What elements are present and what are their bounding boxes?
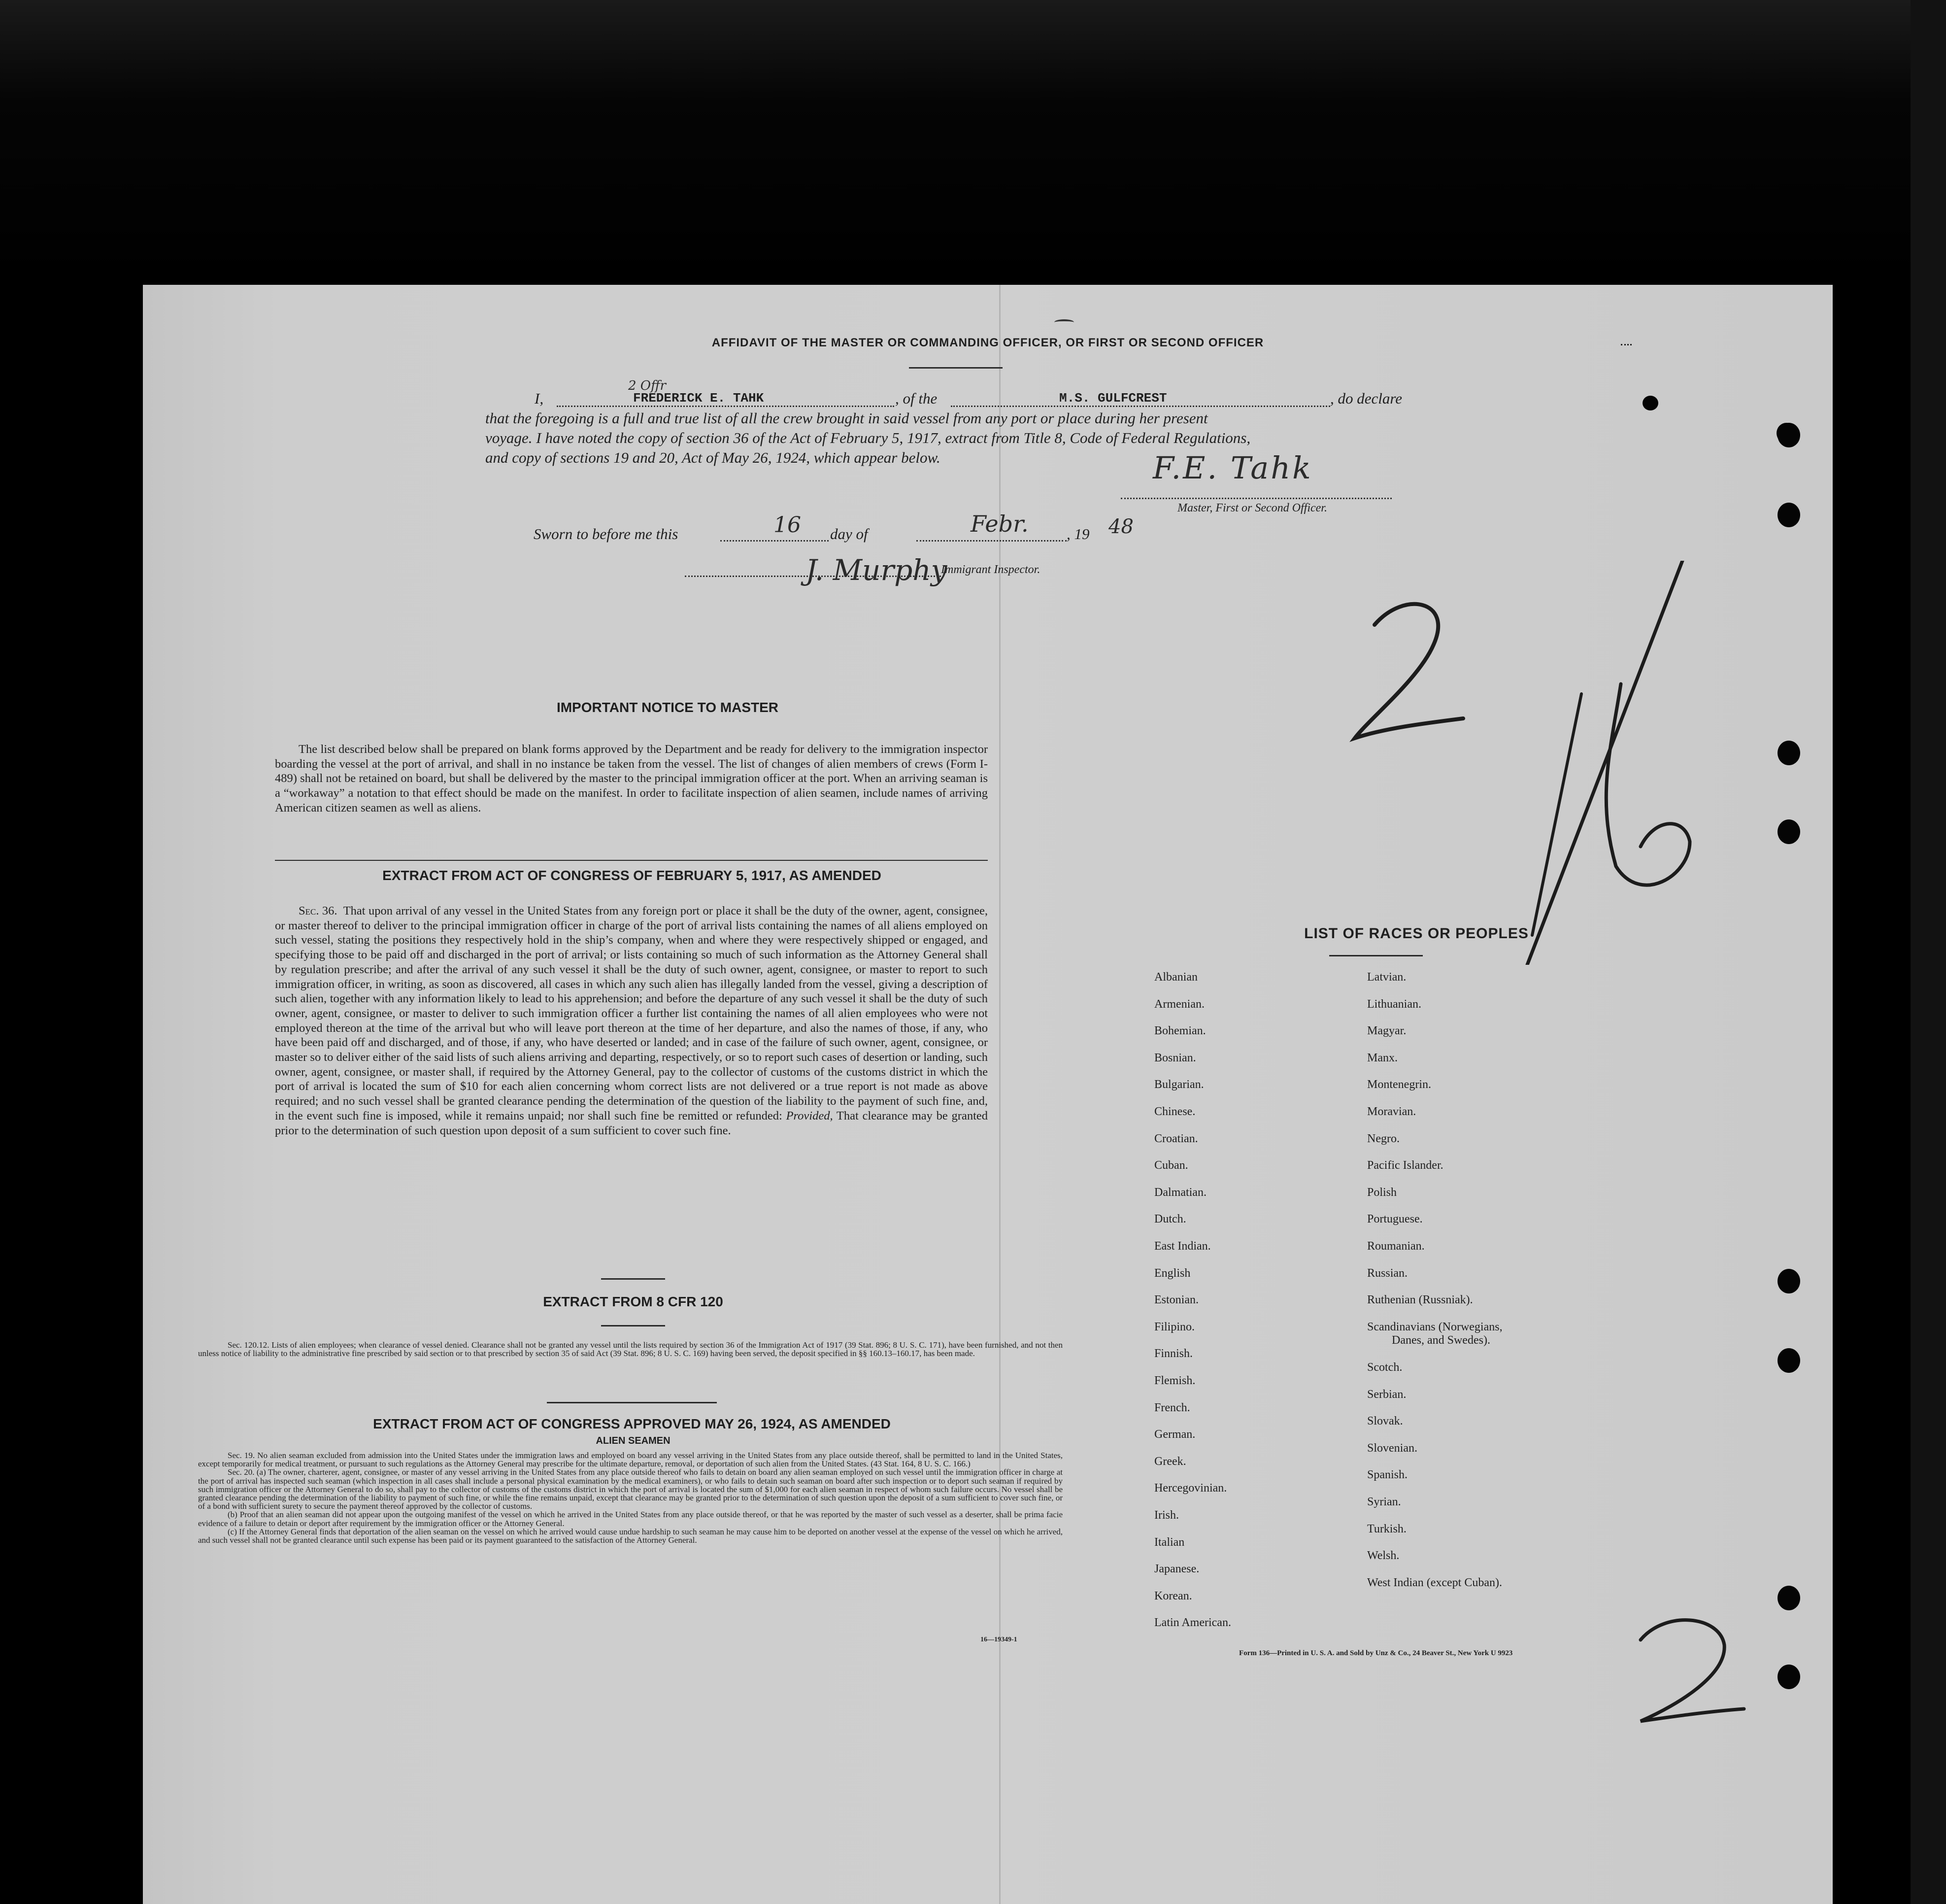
form-imprint: Form 136—Printed in U. S. A. and Sold by Unz & Co., 24 Beaver St., New York U 9923 bbox=[1239, 1649, 1513, 1657]
race-item: Greek. bbox=[1154, 1455, 1186, 1468]
race-item: Negro. bbox=[1367, 1132, 1400, 1145]
race-item: Latvian. bbox=[1367, 971, 1407, 984]
sec-36-text-end: That clearance may be granted prior to the determination of such question upon deposit of a sum sufficient to cover such fine. bbox=[275, 1109, 988, 1137]
scanner-background-right bbox=[1911, 0, 1946, 1904]
inspector-caption: Immigrant Inspector. bbox=[941, 563, 1040, 576]
race-item: Chinese. bbox=[1154, 1105, 1196, 1118]
sec-36-label: Sec. 36. bbox=[299, 904, 337, 918]
month-blank bbox=[916, 540, 1067, 542]
extract-cfr-title: EXTRACT FROM 8 CFR 120 bbox=[543, 1294, 723, 1309]
extract-1917-body bbox=[275, 904, 988, 1138]
race-item: Moravian. bbox=[1367, 1105, 1416, 1118]
master-caption: Master, First or Second Officer. bbox=[1177, 502, 1327, 514]
race-item: Japanese. bbox=[1154, 1563, 1200, 1576]
race-item: Dutch. bbox=[1154, 1213, 1186, 1226]
race-item: West Indian (except Cuban). bbox=[1367, 1576, 1502, 1589]
race-item: Spanish. bbox=[1367, 1468, 1408, 1482]
race-item: Pacific Islander. bbox=[1367, 1159, 1443, 1172]
sec-36-paragraph bbox=[275, 904, 988, 1138]
race-item: Danes, and Swedes). bbox=[1392, 1334, 1490, 1347]
scan-mark bbox=[1054, 319, 1074, 325]
affidavit-title: AFFIDAVIT OF THE MASTER OR COMMANDING OFFICER, OR FIRST OR SECOND OFFICER bbox=[711, 336, 1264, 349]
race-item: Flemish. bbox=[1154, 1374, 1196, 1387]
affidavit-line-3: voyage. I have noted the copy of section 36 of the Act of February 5, 1917, extract from Title 8, Code of Federal Regulations, bbox=[485, 429, 1251, 446]
race-item: Polish bbox=[1367, 1186, 1397, 1199]
affidavit-pronoun: I, bbox=[535, 390, 544, 407]
race-item: Hercegovinian. bbox=[1154, 1482, 1227, 1495]
race-item: Russian. bbox=[1367, 1266, 1408, 1280]
divider bbox=[909, 367, 1003, 369]
race-item: Scandinavians (Norwegians, bbox=[1367, 1320, 1503, 1333]
race-item: Montenegrin. bbox=[1367, 1078, 1431, 1091]
day-of-label: day of bbox=[830, 525, 868, 543]
punch-hole bbox=[1778, 1269, 1800, 1293]
provided-label: Provided, bbox=[786, 1109, 833, 1122]
race-item: Slovenian. bbox=[1367, 1441, 1417, 1455]
sec-19-paragraph: Sec. 19. No alien seaman excluded from admission into the United States under the immigration laws and employed on board any vessel arriving in the United States from any place outside thereof, shall be permitted to land in the United States, except temporarily for medical treatment, or pursuant to such regulations as the Attorney General may prescribe for the ultimate departure, removal, or deportation of such alien from the United States. (43 Stat. 164, 8 U. S. C. 166.) bbox=[198, 1451, 1063, 1469]
race-item: Welsh. bbox=[1367, 1549, 1400, 1563]
sworn-month: Febr. bbox=[971, 510, 1029, 537]
race-item: Ruthenian (Russniak). bbox=[1367, 1293, 1473, 1307]
race-item: Lithuanian. bbox=[1367, 997, 1421, 1011]
punch-hole bbox=[1778, 423, 1800, 447]
race-item: Armenian. bbox=[1154, 997, 1205, 1011]
race-item: East Indian. bbox=[1154, 1240, 1211, 1253]
race-item: Slovak. bbox=[1367, 1415, 1403, 1428]
scanner-background-top bbox=[0, 0, 1946, 283]
sec-20a-paragraph: Sec. 20. (a) The owner, charterer, agent, consignee, or master of any vessel arriving in the United States from any place outside thereof who fails to detain on board any alien seaman employed on such vessel until the immigration officer in charge at the port of arrival has inspected such seaman (which inspection in all cases shall include a personal physical examination by the medical examiners), or who fails to detain such seaman on board after such inspection or to deport such seaman if required by such immigration officer or the Attorney General to do so, shall pay to the collector of customs of the customs district in which the port of arrival is located the sum of $1,000 for each alien seaman in respect of whom such failure occurs. No vessel shall be granted clearance pending the determination of the liability to payment of such fine, or while the fine remains unpaid, except that clearance may be granted prior to the determination of such question upon the deposit of a sum sufficient to cover such fine, or of a bond with sufficient surety to secure the payment thereof approved by the collector of customs. bbox=[198, 1467, 1063, 1511]
punch-hole bbox=[1778, 1348, 1800, 1373]
sworn-day: 16 bbox=[773, 512, 801, 538]
race-item: Roumanian. bbox=[1367, 1240, 1425, 1253]
race-item: Portuguese. bbox=[1367, 1213, 1423, 1226]
extract-cfr-body bbox=[198, 1341, 1063, 1358]
signature-line bbox=[1121, 498, 1392, 499]
affidavit-line-2: that the foregoing is a full and true list of all the crew brought in said vessel from any port or place during her present bbox=[485, 409, 1208, 427]
punch-hole bbox=[1778, 741, 1800, 765]
race-item: Irish. bbox=[1154, 1509, 1179, 1522]
divider bbox=[1329, 955, 1423, 956]
extract-1924-title: EXTRACT FROM ACT OF CONGRESS APPROVED MAY 26, 1924, AS AMENDED bbox=[373, 1416, 891, 1431]
race-item: Albanian bbox=[1154, 971, 1198, 984]
race-item: Dalmatian. bbox=[1154, 1186, 1207, 1199]
race-item: Latin American. bbox=[1154, 1616, 1231, 1630]
race-item: Bulgarian. bbox=[1154, 1078, 1204, 1091]
divider bbox=[275, 860, 988, 861]
officer-name: FREDERICK E. TAHK bbox=[633, 391, 764, 406]
race-item: Turkish. bbox=[1367, 1522, 1407, 1535]
divider bbox=[547, 1402, 717, 1403]
punch-hole bbox=[1778, 819, 1800, 844]
extract-1924-body bbox=[198, 1451, 1063, 1544]
race-item: Serbian. bbox=[1367, 1388, 1407, 1401]
race-item: English bbox=[1154, 1266, 1191, 1280]
notice-body bbox=[275, 742, 988, 816]
handwritten-page-number bbox=[1621, 1605, 1749, 1734]
sec-36-text: That upon arrival of any vessel in the United States from any foreign port or place it shall be the duty of the owner, agent, consignee, or master thereof to deliver to the principal immigration officer in charge of the port of arrival lists containing the names of all aliens employed on such vessel, stating the positions they respectively hold in the ship’s company, when and where they were respectively shipped or engaged, and specifying those to be paid off and discharged in the port of arrival; or lists containing so much of such information as the Attorney General shall by regulation prescribe; and after the arrival of any such vessel it shall be the duty of such owner, agent, consignee, or master to report to such immigration officer, in writing, as soon as discovered, all cases in which any such alien has illegally landed from the vessel, giving a description of such alien, together with any information likely to lead to his apprehension; and before the departure of any such vessel it shall be the duty of such owner, agent, consignee, or master to deliver to such immigration officer a further list containing the names of all alien employees who were not employed thereon at the time of the arrival but who will leave port thereon at the time of her departure, and also the names of those, if any, who have been paid off and discharged, and of those, if any, who have deserted or landed; and in case of the failure of such owner, agent, consignee, or master so to deliver either of the said lists of such aliens arriving and departing, respectively, or so to report such cases of desertion or landing, such owner, agent, consignee, or master shall, if required by the Attorney General, pay to the collector of customs of the customs district in which the port of arrival is located the sum of $10 for each alien concerning whom correct lists are not delivered or a true report is not made as above required; and no such vessel shall be granted clearance pending the determination of the question of the liability to the payment of such fine, and, in the event such fine is imposed, while it remains unpaid; nor shall such fine be remitted or refunded: bbox=[275, 904, 988, 1122]
sec-20b-paragraph: (b) Proof that an alien seaman did not appear upon the outgoing manifest of the vessel on which he arrived in the United States from any place outside thereof, or that he was reported by the master of such vessel as a deserter, shall be prima facie evidence of a failure to detain or deport after requirement by the immigration officer or the Attorney General. bbox=[198, 1510, 1063, 1528]
day-blank bbox=[720, 540, 829, 542]
handwritten-date-mark bbox=[1276, 561, 1769, 965]
inspector-signature: J. Murphy bbox=[805, 553, 947, 587]
race-item: French. bbox=[1154, 1401, 1190, 1414]
race-item: Syrian. bbox=[1367, 1496, 1401, 1508]
year-prefix: , 19 bbox=[1067, 525, 1090, 543]
master-signature: F.E. Tahk bbox=[1153, 450, 1313, 486]
cfr-paragraph: Sec. 120.12. Lists of alien employees; when clearance of vessel denied. Clearance shall not be granted any vessel until the lists required by section 36 of the Immigration Act of 1917 (39 Stat. 896; 8 U. S. C. 171), have been furnished, and not then unless notice of liability to the administrative fine prescribed by said section or to that prescribed by section 35 of said Act (39 Stat. 896; 8 U. S. C. 169) having been served, the deposit specified in §§ 160.13–160.17, has been made. bbox=[198, 1340, 1063, 1359]
divider bbox=[601, 1278, 665, 1280]
vessel-name: M.S. GULFCREST bbox=[1059, 391, 1167, 406]
race-item: Bohemian. bbox=[1154, 1024, 1206, 1038]
notice-paragraph: The list described below shall be prepared on blank forms approved by the Department and be ready for delivery to the immigration inspector boarding the vessel at the port of arrival, and shall in no instance be taken from the vessel. The list of changes of alien members of crews (Form I-489) shall not be retained on board, but shall be delivered by the master to the principal immigration officer at the port. When an arriving seaman is a “workaway” a notation to that effect should be made on the manifest. In order to facilitate inspection of alien seamen, include names of arriving American citizen seamen as well as aliens. bbox=[275, 743, 988, 815]
extract-1917-title: EXTRACT FROM ACT OF CONGRESS OF FEBRUARY 5, 1917, AS AMENDED bbox=[382, 868, 881, 883]
form-page bbox=[143, 285, 1833, 1904]
race-item: Filipino. bbox=[1154, 1320, 1195, 1333]
name-blank bbox=[557, 406, 894, 407]
race-item: Manx. bbox=[1367, 1051, 1398, 1064]
officer-rank-handwritten: 2 Offr bbox=[628, 378, 666, 393]
notice-title: IMPORTANT NOTICE TO MASTER bbox=[556, 700, 779, 715]
do-declare-label: , do declare bbox=[1330, 390, 1403, 407]
race-item: Finnish. bbox=[1154, 1347, 1193, 1360]
race-item: Estonian. bbox=[1154, 1293, 1199, 1307]
sworn-label: Sworn to before me this bbox=[534, 525, 678, 543]
race-item: Cuban. bbox=[1154, 1159, 1188, 1172]
vessel-blank bbox=[951, 406, 1330, 407]
punch-hole bbox=[1643, 396, 1658, 410]
race-item: Croatian. bbox=[1154, 1132, 1198, 1145]
race-item: Magyar. bbox=[1367, 1024, 1407, 1038]
affidavit-line-4: and copy of sections 19 and 20, Act of May 26, 1924, which appear below. bbox=[485, 449, 940, 466]
race-item: Scotch. bbox=[1367, 1361, 1403, 1374]
punch-hole bbox=[1778, 1586, 1800, 1610]
sec-20c-paragraph: (c) If the Attorney General finds that deportation of the alien seaman on the vessel on which he arrived would cause undue hardship to such seaman he may cause him to be deported on another vessel at the expense of the vessel on which he arrived, and such vessel shall not be granted clearance until such expense has been paid or its payment guaranteed to the satisfaction of the Attorney General. bbox=[198, 1527, 1063, 1545]
sworn-year: 48 bbox=[1108, 515, 1134, 538]
extract-1924-subtitle: ALIEN SEAMEN bbox=[596, 1435, 671, 1446]
races-title: LIST OF RACES OR PEOPLES bbox=[1304, 925, 1529, 942]
print-code: 16—19349-1 bbox=[980, 1636, 1017, 1643]
punch-hole bbox=[1778, 503, 1800, 527]
race-item: German. bbox=[1154, 1428, 1196, 1441]
punch-hole bbox=[1778, 1665, 1800, 1689]
of-the-label: , of the bbox=[895, 390, 938, 407]
race-item: Italian bbox=[1154, 1535, 1185, 1549]
divider bbox=[601, 1325, 665, 1326]
race-item: Bosnian. bbox=[1154, 1051, 1196, 1064]
race-item: Korean. bbox=[1154, 1589, 1192, 1602]
